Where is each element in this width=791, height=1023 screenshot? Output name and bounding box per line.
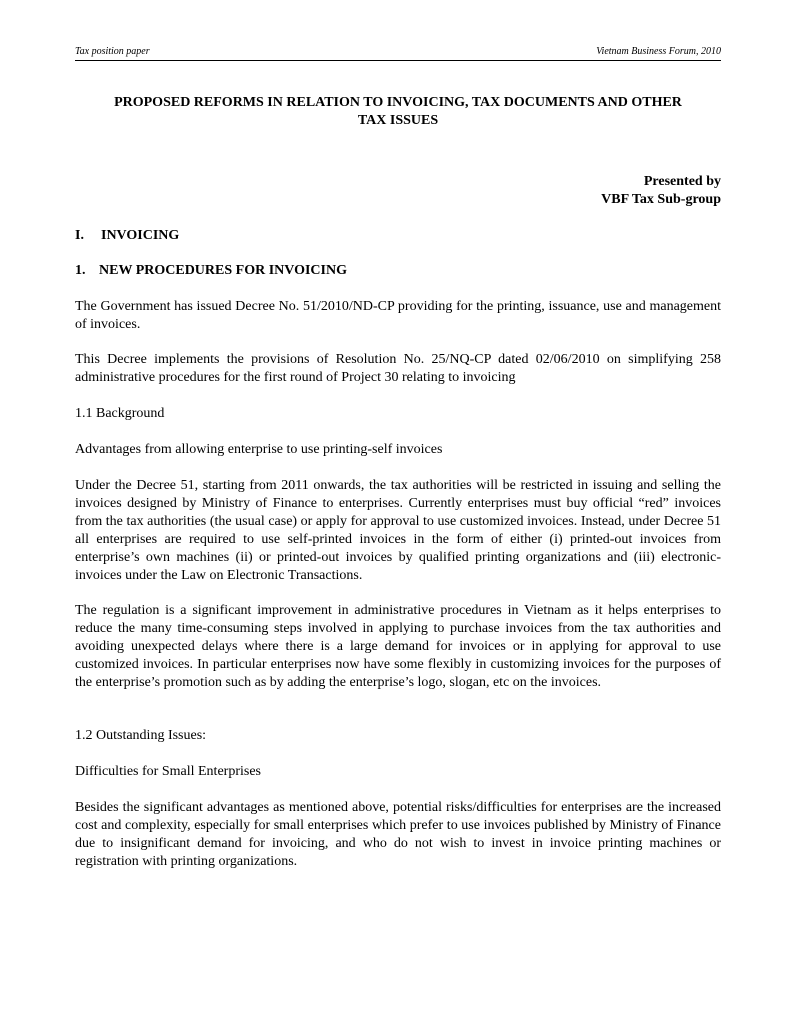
paragraph-risks-difficulties: Besides the significant advantages as mentioned above, potential risks/difficulties for enterprises are the increased cost and complexity, especially for small enterprises which prefer to use invoices published by Ministry of Finance due to insignificant demand for invoicing, and who do not wish to invest in invoice printing machines or registration with printing organizations. (75, 800, 721, 869)
heading-outstanding-issues: 1.2 Outstanding Issues: (75, 728, 207, 743)
title-line-1: PROPOSED REFORMS IN RELATION TO INVOICING, TAX DOCUMENTS AND OTHER (114, 95, 682, 110)
title-line-2: TAX ISSUES (357, 113, 439, 128)
subsection-title: NEW PROCEDURES FOR INVOICING (99, 263, 347, 278)
header-right-text: Vietnam Business Forum, 2010 (596, 46, 721, 57)
section-title: INVOICING (101, 228, 180, 243)
heading-background: 1.1 Background (75, 406, 165, 421)
document-title (75, 94, 721, 130)
presenter-name: VBF Tax Sub-group (601, 192, 721, 207)
heading-difficulties-small-enterprises: Difficulties for Small Enterprises (75, 764, 261, 779)
presented-by-label: Presented by (643, 174, 721, 189)
page-header (75, 46, 721, 61)
header-left-text: Tax position paper (75, 46, 150, 57)
paragraph-regulation-improvement: The regulation is a significant improvement in administrative procedures in Vietnam as it helps enterprises to reduce the many time-consuming steps involved in applying to purchase invoices from the tax authorities and avoiding unexpected delays where there is a large demand for invoices or in applying for approval to use customized invoices. In particular enterprises now have some flexibly in customizing invoices for the purposes of the enterprise’s promotion such as by adding the enterprise’s logo, slogan, etc on the invoices. (75, 603, 721, 690)
heading-advantages: Advantages from allowing enterprise to use printing-self invoices (75, 442, 443, 457)
section-heading-invoicing (75, 227, 179, 245)
subsection-heading-new-procedures (75, 262, 347, 280)
paragraph-under-decree-51: Under the Decree 51, starting from 2011 onwards, the tax authorities will be restricted in issuing and selling the invoices designed by Ministry of Finance to enterprises. Currently enterprises must buy official “red” invoices from the tax authorities (the usual case) or apply for approval to use customized invoices. Instead, under Decree 51 all enterprises are required to use self-printed invoices in the form of either (i) printed-out invoices from enterprise’s own machines (ii) or printed-out invoices by qualified printing organizations and (iii) electronic-invoices under the Law on Electronic Transactions. (75, 478, 721, 583)
paragraph-resolution-25: This Decree implements the provisions of Resolution No. 25/NQ-CP dated 02/06/2010 on simplifying 258 administrative procedures for the first round of Project 30 relating to invoicing (75, 352, 721, 385)
subsection-number: 1. (75, 263, 86, 278)
paragraph-decree-51: The Government has issued Decree No. 51/2010/ND-CP providing for the printing, issuance, use and management of invoices. (75, 299, 721, 332)
section-number: I. (75, 228, 84, 243)
presented-by-block (601, 173, 721, 209)
